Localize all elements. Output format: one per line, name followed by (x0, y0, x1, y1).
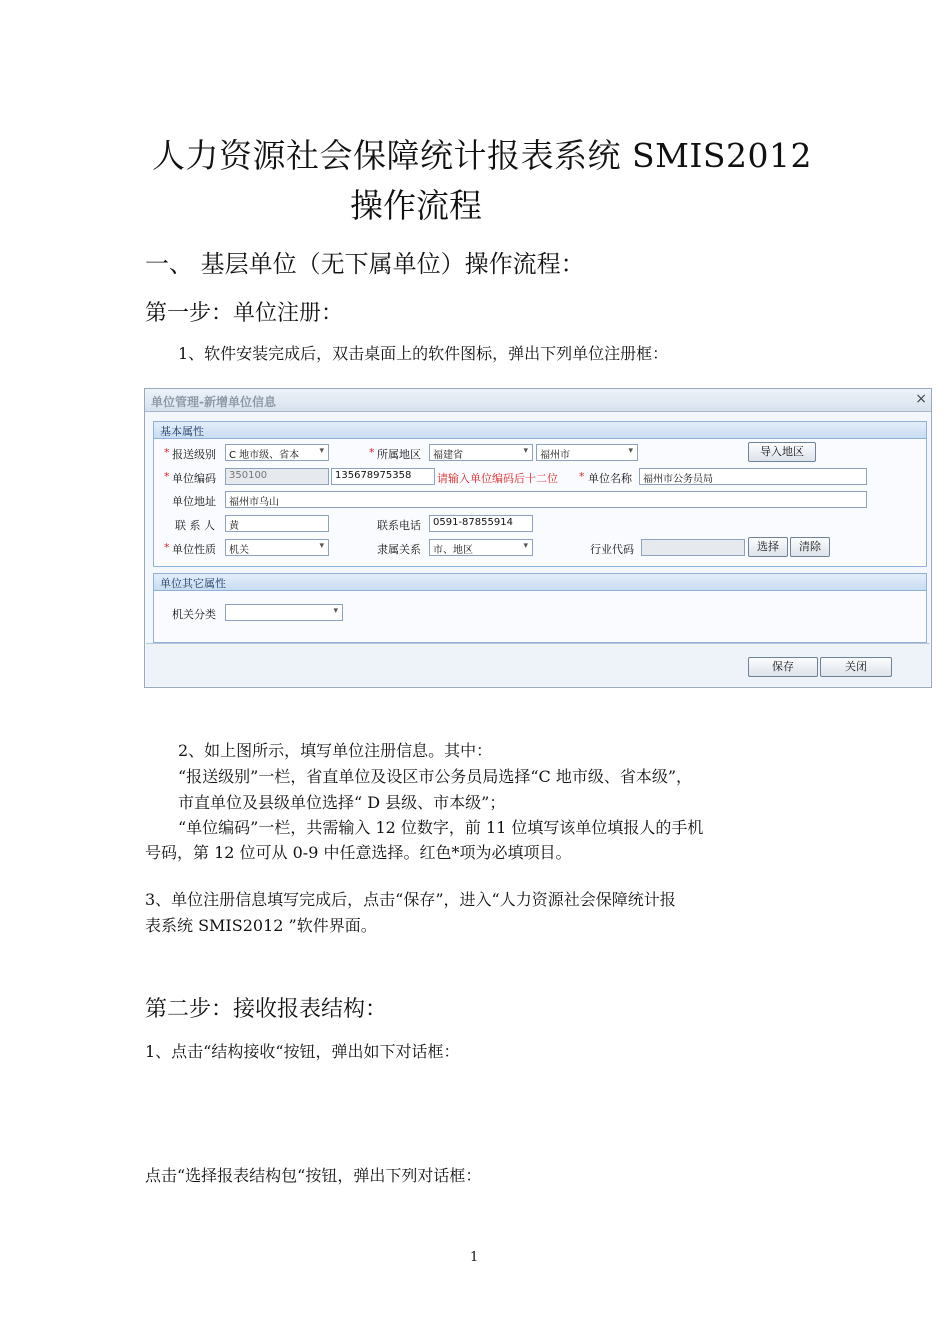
code-label: 单位编码 (172, 472, 216, 485)
name-label: 单位名称 (588, 472, 632, 485)
phone-label: 联系电话 (377, 519, 421, 532)
affiliation-label: 隶属关系 (377, 543, 421, 556)
org-class-select[interactable] (225, 604, 343, 621)
unit-registration-dialog (144, 388, 932, 688)
industry-label: 行业代码 (590, 543, 634, 556)
dialog-title: 单位管理-新增单位信息 (151, 395, 276, 409)
close-icon[interactable]: × (915, 391, 927, 407)
city-select[interactable]: 福州市 ▾ (536, 444, 638, 461)
region-label: 所属地区 (377, 448, 421, 461)
step2-heading: 第二步：接收报表结构： (145, 997, 388, 1022)
industry-field (641, 539, 745, 556)
required-mark: * (369, 446, 375, 459)
contact-label: 联 系 人 (175, 519, 215, 532)
paragraph-2-line4: 号码，第 12 位可从 0-9 中任意选择。红色*项为必填项目。 (145, 843, 572, 862)
province-select[interactable]: 福建省 ▾ (429, 444, 533, 461)
paragraph-2: 2、如上图所示，填写单位注册信息。其中： (178, 741, 493, 760)
doc-title-line1: 人力资源社会保障统计报表系统 SMIS2012 (152, 136, 813, 175)
required-mark: * (579, 470, 585, 483)
group-title-basic: 基本属性 (160, 425, 204, 438)
group-title-other: 单位其它属性 (160, 577, 226, 590)
save-button[interactable]: 保存 (748, 657, 818, 677)
org-class-label: 机关分类 (172, 608, 216, 621)
code-hint: 请输入单位编码后十二位 (437, 472, 558, 485)
required-mark: * (164, 446, 170, 459)
phone-field[interactable]: 0591-87855914 (429, 515, 533, 532)
level-select[interactable]: C 地市级、省本 ▾ (225, 444, 329, 461)
nature-select[interactable]: 机关 ▾ (225, 539, 329, 556)
section-heading: 一、 基层单位（无下属单位）操作流程： (145, 250, 585, 278)
paragraph-3-line1: 3、单位注册信息填写完成后，点击“保存”，进入“人力资源社会保障统计报 (145, 890, 676, 909)
code-prefix-field: 350100 (225, 468, 329, 485)
contact-field[interactable]: 黄 (225, 515, 329, 532)
step1-heading: 第一步：单位注册： (145, 301, 344, 326)
import-region-button[interactable]: 导入地区 (748, 442, 816, 462)
nature-label: 单位性质 (172, 543, 216, 556)
paragraph-3-line2: 表系统 SMIS2012 ”软件界面。 (145, 916, 377, 935)
page-number: 1 (470, 1250, 479, 1265)
code-field[interactable]: 135678975358 (331, 468, 435, 485)
paragraph-2-line2: 市直单位及县级单位选择“ D 县级、市本级”； (178, 793, 506, 812)
select-button[interactable]: 选择 (748, 537, 788, 557)
clear-button[interactable]: 清除 (790, 537, 830, 557)
address-label: 单位地址 (172, 495, 216, 508)
level-label: 报送级别 (172, 448, 216, 461)
step1-paragraph: 1、软件安装完成后，双击桌面上的软件图标，弹出下列单位注册框： (178, 344, 669, 363)
address-field[interactable]: 福州市乌山 (225, 491, 867, 508)
step2-paragraph-1: 1、点击“结构接收“按钮，弹出如下对话框： (145, 1042, 460, 1061)
paragraph-2-line3: “单位编码”一栏，共需输入 12 位数字，前 11 位填写该单位填报人的手机 (178, 818, 704, 837)
required-mark: * (164, 470, 170, 483)
close-button[interactable]: 关闭 (820, 657, 892, 677)
required-mark: * (164, 541, 170, 554)
dialog-title-bar (145, 389, 931, 412)
step2-paragraph-2: 点击“选择报表结构包“按钮，弹出下列对话框： (145, 1166, 482, 1185)
affiliation-select[interactable]: 市、地区 ▾ (429, 539, 533, 556)
unit-name-field[interactable]: 福州市公务员局 (639, 468, 867, 485)
doc-title-line2: 操作流程 (350, 186, 482, 225)
paragraph-2-line1: “报送级别”一栏，省直单位及设区市公务员局选择“C 地市级、省本级”， (178, 767, 693, 786)
